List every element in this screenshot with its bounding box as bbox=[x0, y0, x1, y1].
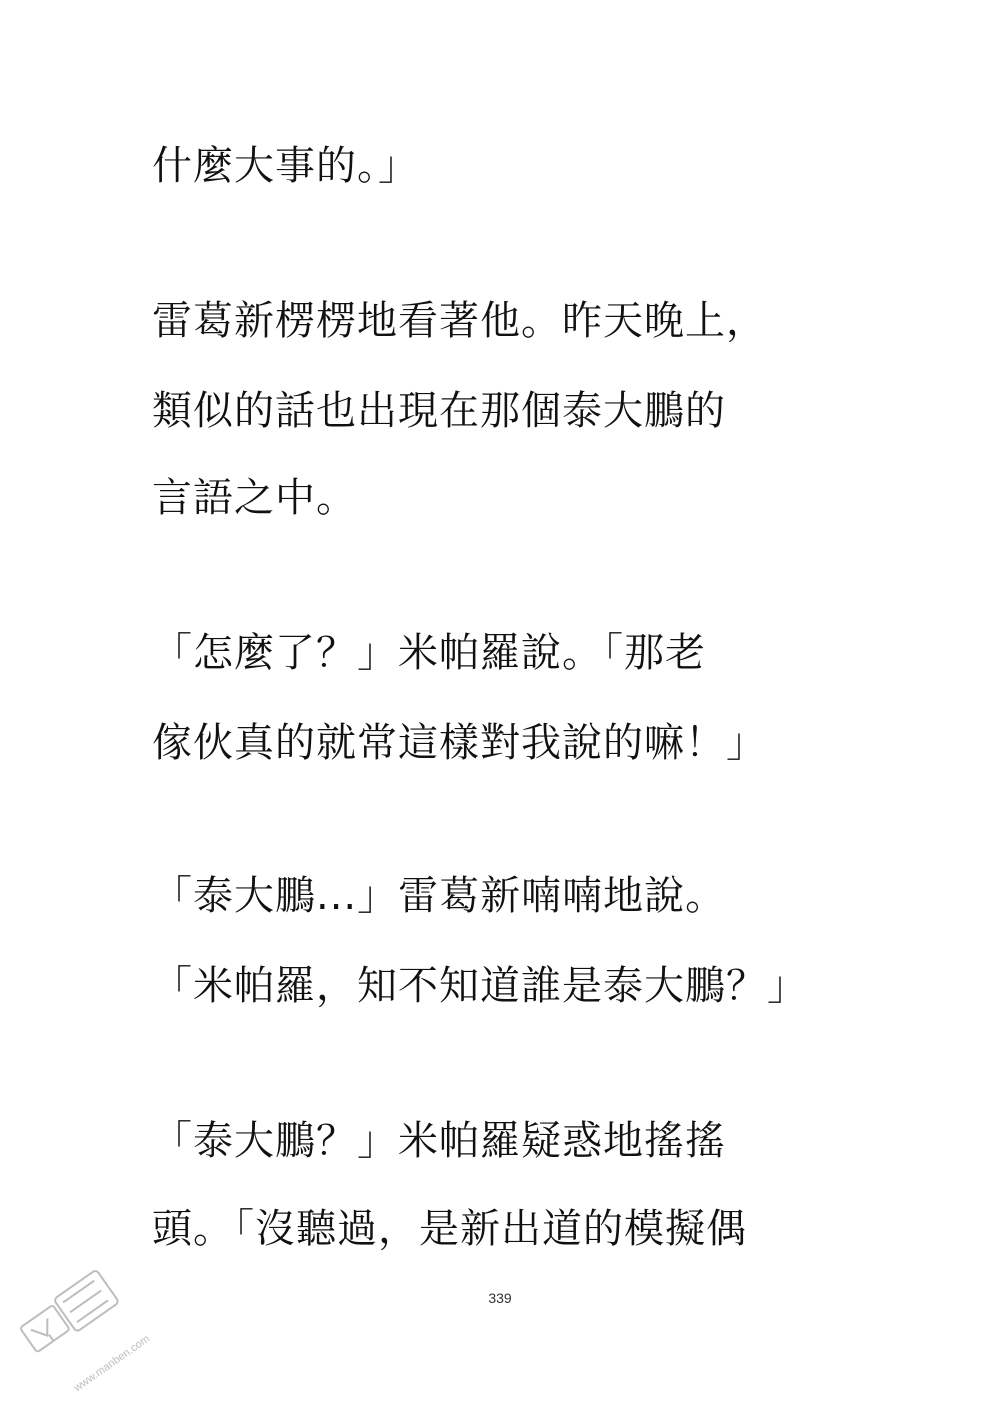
text-line-4: 言語之中。 bbox=[152, 475, 357, 521]
page-number: 339 bbox=[488, 1290, 512, 1306]
watermark-logo bbox=[10, 1250, 160, 1400]
text-line-2: 雷葛新楞楞地看著他。昨天晚上， bbox=[152, 298, 767, 344]
text-line-6: 傢伙真的就常這樣對我說的嘛！」 bbox=[152, 720, 767, 766]
text-line-10: 頭。「沒聽過，是新出道的模擬偶 bbox=[152, 1206, 747, 1252]
text-line-8: 「米帕羅，知不知道誰是泰大鵬？」 bbox=[152, 963, 808, 1009]
text-line-7: 「泰大鵬...」雷葛新喃喃地說。 bbox=[152, 873, 727, 919]
text-line-5: 「怎麼了？」米帕羅說。「那老 bbox=[152, 630, 706, 676]
watermark-url: www.manben.com bbox=[71, 1332, 153, 1395]
text-line-9: 「泰大鵬？」米帕羅疑惑地搖搖 bbox=[152, 1118, 726, 1164]
text-line-3: 類似的話也出現在那個泰大鵬的 bbox=[152, 388, 726, 434]
text-line-1: 什麼大事的。」 bbox=[152, 143, 419, 189]
